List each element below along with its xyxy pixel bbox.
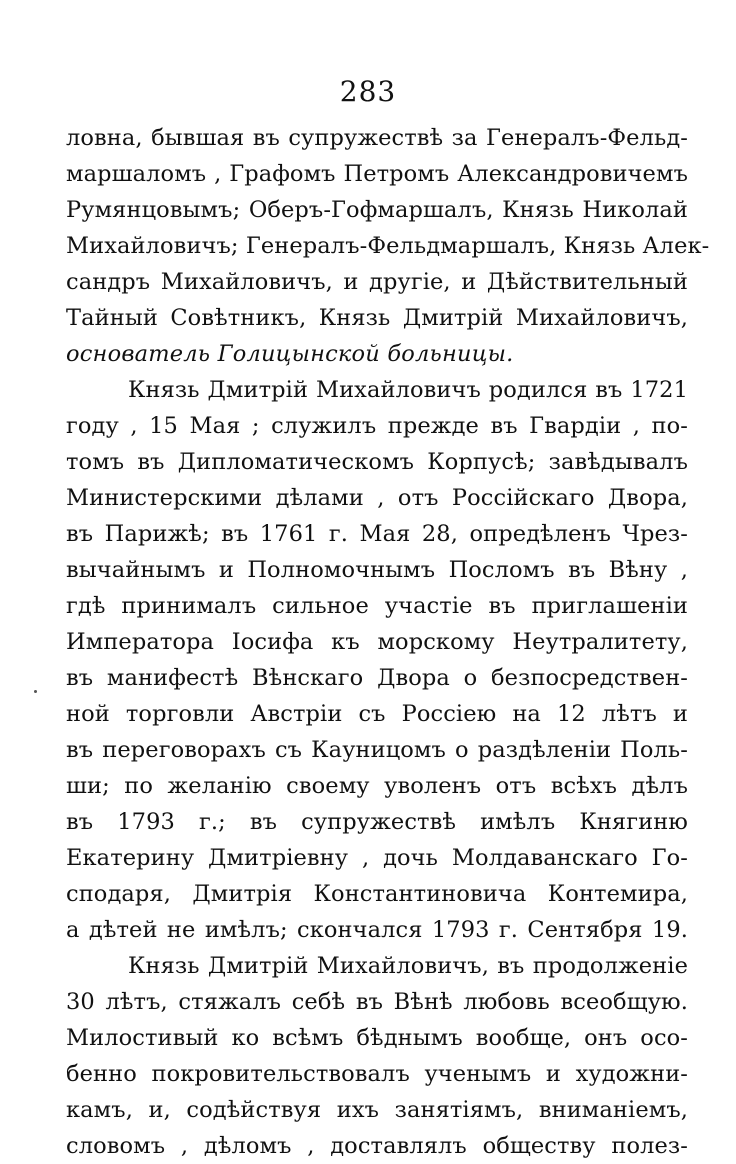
text-line: Министерскими дѣлами , отъ Россійскаго Двора,: [66, 485, 688, 511]
paragraph-first-line: Князь Дмитрій Михайловичъ родился въ 1721: [128, 377, 688, 403]
text-line: ловна, бывшая въ супружествѣ за Генералъ-Фельд-: [66, 125, 688, 151]
text-line: камъ, и, содѣйствуя ихъ занятіямъ, вниманіемъ,: [66, 1097, 688, 1123]
text-line-italic: основатель Голицынской больницы.: [66, 341, 514, 367]
text-line: Михайловичъ; Генералъ-Фельдмаршалъ, Князь Алек-: [66, 233, 710, 259]
text-line: сандръ Михайловичъ, и другіе, и Дѣйствительный: [66, 269, 688, 295]
paragraph-first-line: Князь Дмитрій Михайловичъ, въ продолженіе: [128, 953, 688, 979]
text-line: а дѣтей не имѣлъ; скончался 1793 г. Сентября 19.: [66, 917, 688, 943]
text-line: въ манифестѣ Вѣнскаго Двора о безпосредствен-: [66, 665, 688, 691]
page-number: 283: [339, 75, 397, 108]
text-line: году , 15 Мая ; служилъ прежде въ Гвардіи , по-: [66, 413, 688, 439]
text-line: сподаря, Дмитрія Константиновича Контемира,: [66, 881, 688, 907]
text-line: томъ въ Дипломатическомъ Корпусѣ; завѣдывалъ: [66, 449, 688, 475]
text-line: въ переговорахъ съ Кауницомъ о раздѣленіи Поль-: [66, 737, 688, 763]
text-line: словомъ , дѣломъ , доставлялъ обществу полез-: [66, 1133, 688, 1159]
text-line: Императора Іосифа къ морскому Неутралитету,: [66, 629, 688, 655]
text-line: ной торговли Австріи съ Россіею на 12 лѣтъ и: [66, 701, 688, 727]
text-line: вычайнымъ и Полномочнымъ Посломъ въ Вѣну ,: [66, 557, 688, 583]
text-line: Тайный Совѣтникъ, Князь Дмитрій Михайловичъ,: [66, 305, 688, 331]
text-line: въ Парижѣ; въ 1761 г. Мая 28, опредѣленъ Чрез-: [66, 521, 688, 547]
text-line: Румянцовымъ; Оберъ-Гофмаршалъ, Князь Николай: [66, 197, 688, 223]
text-line: маршаломъ , Графомъ Петромъ Александровичемъ: [66, 161, 688, 187]
text-line: ши; по желанію своему уволенъ отъ всѣхъ дѣлъ: [66, 773, 688, 799]
text-line: Милостивый ко всѣмъ бѣднымъ вообще, онъ осо-: [66, 1025, 688, 1051]
text-line: гдѣ принималъ сильное участіе въ приглашеніи: [66, 593, 688, 619]
print-speck: [34, 690, 37, 693]
text-line: бенно покровительствовалъ ученымъ и художни-: [66, 1061, 688, 1087]
text-line: 30 лѣтъ, стяжалъ себѣ въ Вѣнѣ любовь всеобщую.: [66, 989, 688, 1015]
text-line: въ 1793 г.; въ супружествѣ имѣлъ Княгиню: [66, 809, 688, 835]
text-line: Екатерину Дмитріевну , дочь Молдаванскаго Го-: [66, 845, 688, 871]
